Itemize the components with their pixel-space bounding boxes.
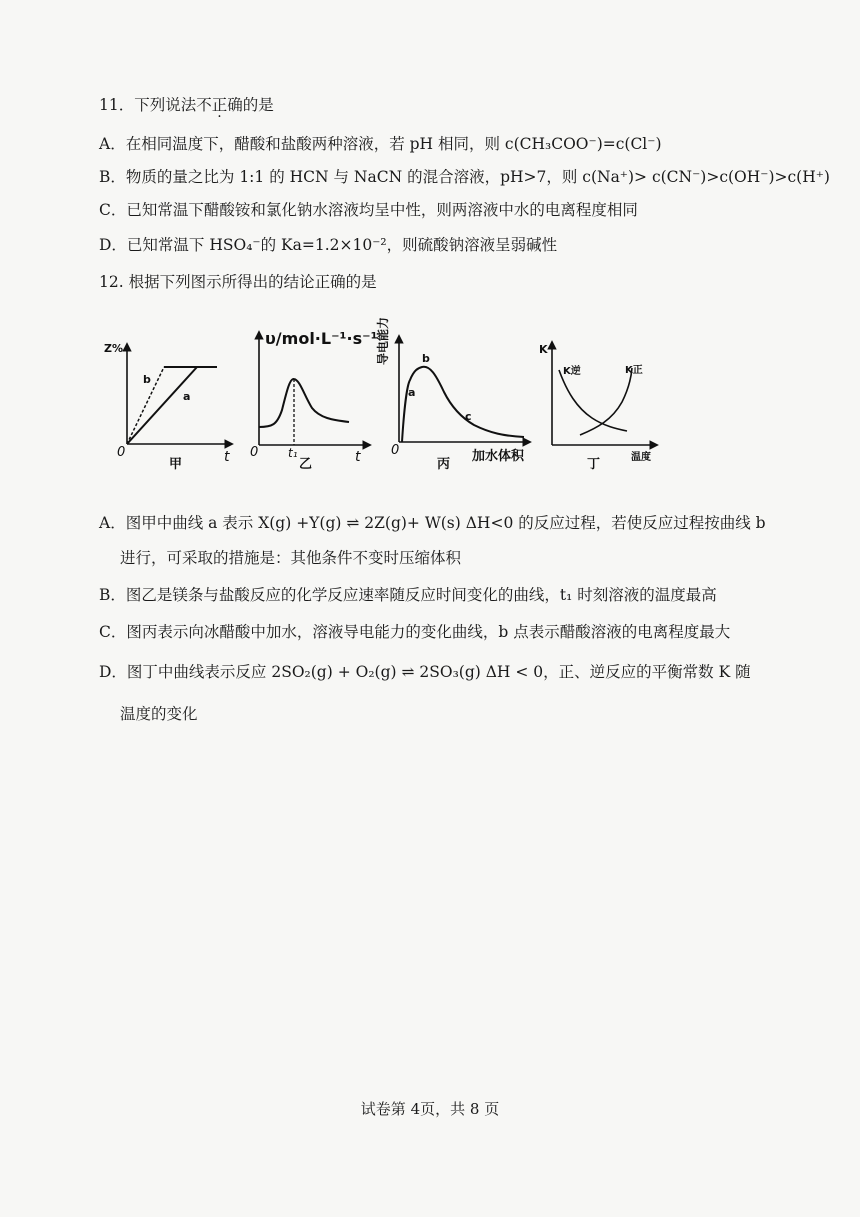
q12-stem: 12. 根据下列图示所得出的结论正确的是 bbox=[99, 273, 377, 291]
q12-option-a-line1: A．图甲中曲线 a 表示 X(g) +Y(g) ⇌ 2Z(g)+ W(s) ΔH<0 的反应过程，若使反应过程按曲线 b bbox=[99, 514, 766, 532]
bing-point-a: a bbox=[408, 386, 416, 399]
ding-label-k-inverse: K逆 bbox=[563, 366, 581, 377]
jia-label-a: a bbox=[183, 390, 191, 403]
yi-origin: 0 bbox=[250, 445, 259, 460]
ding-caption: 丁 bbox=[587, 457, 601, 472]
q12-option-b: B．图乙是镁条与盐酸反应的化学反应速率随反应时间变化的曲线，t₁ 时刻溶液的温度最高 bbox=[99, 586, 717, 604]
q11-option-b: B．物质的量之比为 1:1 的 HCN 与 NaCN 的混合溶液，pH>7，则 c(Na⁺)> c(CN⁻)>c(OH⁻)>c(H⁺) bbox=[99, 168, 830, 186]
jia-label-b: b bbox=[143, 373, 151, 386]
q12-option-c: C．图丙表示向冰醋酸中加水，溶液导电能力的变化曲线，b 点表示醋酸溶液的电离程度最大 bbox=[99, 623, 731, 641]
yi-xlabel: t bbox=[355, 449, 361, 465]
q12-option-d-line2: 温度的变化 bbox=[120, 705, 198, 723]
q11-stem-prefix: 11．下列说法 bbox=[99, 96, 197, 114]
figure-bing bbox=[375, 317, 530, 472]
q11-option-a: A．在相同温度下，醋酸和盐酸两种溶液，若 pH 相同，则 c(CH₃COO⁻)=c(Cl⁻) bbox=[99, 135, 662, 153]
bing-caption: 丙 bbox=[437, 457, 451, 472]
q12-option-a-line2: 进行，可采取的措施是：其他条件不变时压缩体积 bbox=[120, 549, 462, 567]
q12-option-d-line1: D．图丁中曲线表示反应 2SO₂(g) + O₂(g) ⇌ 2SO₃(g) ΔH < 0，正、逆反应的平衡常数 K 随 bbox=[99, 663, 751, 681]
bing-xlabel: 加水体积 bbox=[472, 449, 525, 464]
bing-ylabel: 导电能力 bbox=[376, 316, 390, 365]
bing-point-c: c bbox=[465, 410, 472, 423]
figures-svg bbox=[104, 316, 672, 472]
jia-xlabel: t bbox=[224, 449, 230, 465]
ding-xlabel: 温度 bbox=[631, 452, 651, 463]
q11-stem-emphasis: 不正确 bbox=[196, 96, 243, 114]
q11-option-d: D．已知常温下 HSO₄⁻的 Ka=1.2×10⁻²，则硫酸钠溶液呈弱碱性 bbox=[99, 236, 558, 254]
ding-ylabel: K bbox=[539, 343, 548, 356]
bing-origin: 0 bbox=[391, 443, 400, 458]
figure-jia bbox=[104, 342, 232, 472]
q11-stem-suffix: 的是 bbox=[242, 96, 274, 114]
yi-caption: 乙 bbox=[299, 457, 313, 472]
ding-k-inverse bbox=[559, 370, 627, 431]
yi-ylabel: υ/mol·L⁻¹·s⁻¹ bbox=[265, 329, 378, 348]
q11-stem bbox=[99, 94, 274, 116]
figure-ding bbox=[539, 342, 657, 472]
bing-point-b: b bbox=[422, 352, 430, 365]
jia-origin: 0 bbox=[117, 445, 126, 460]
q12-figures bbox=[104, 316, 672, 472]
bing-curve bbox=[402, 367, 524, 442]
jia-ylabel: Z% bbox=[104, 342, 123, 355]
q11-option-c: C．已知常温下醋酸铵和氯化钠水溶液均呈中性，则两溶液中水的电离程度相同 bbox=[99, 201, 638, 219]
jia-caption: 甲 bbox=[169, 457, 183, 472]
ding-label-k-forward: K正 bbox=[625, 365, 643, 376]
yi-rate-curve bbox=[259, 379, 349, 427]
yi-t1: t₁ bbox=[288, 446, 298, 460]
jia-curve-a bbox=[127, 367, 197, 444]
figure-yi bbox=[250, 329, 378, 472]
page-footer: 试卷第 4页，共 8 页 bbox=[360, 1100, 500, 1118]
